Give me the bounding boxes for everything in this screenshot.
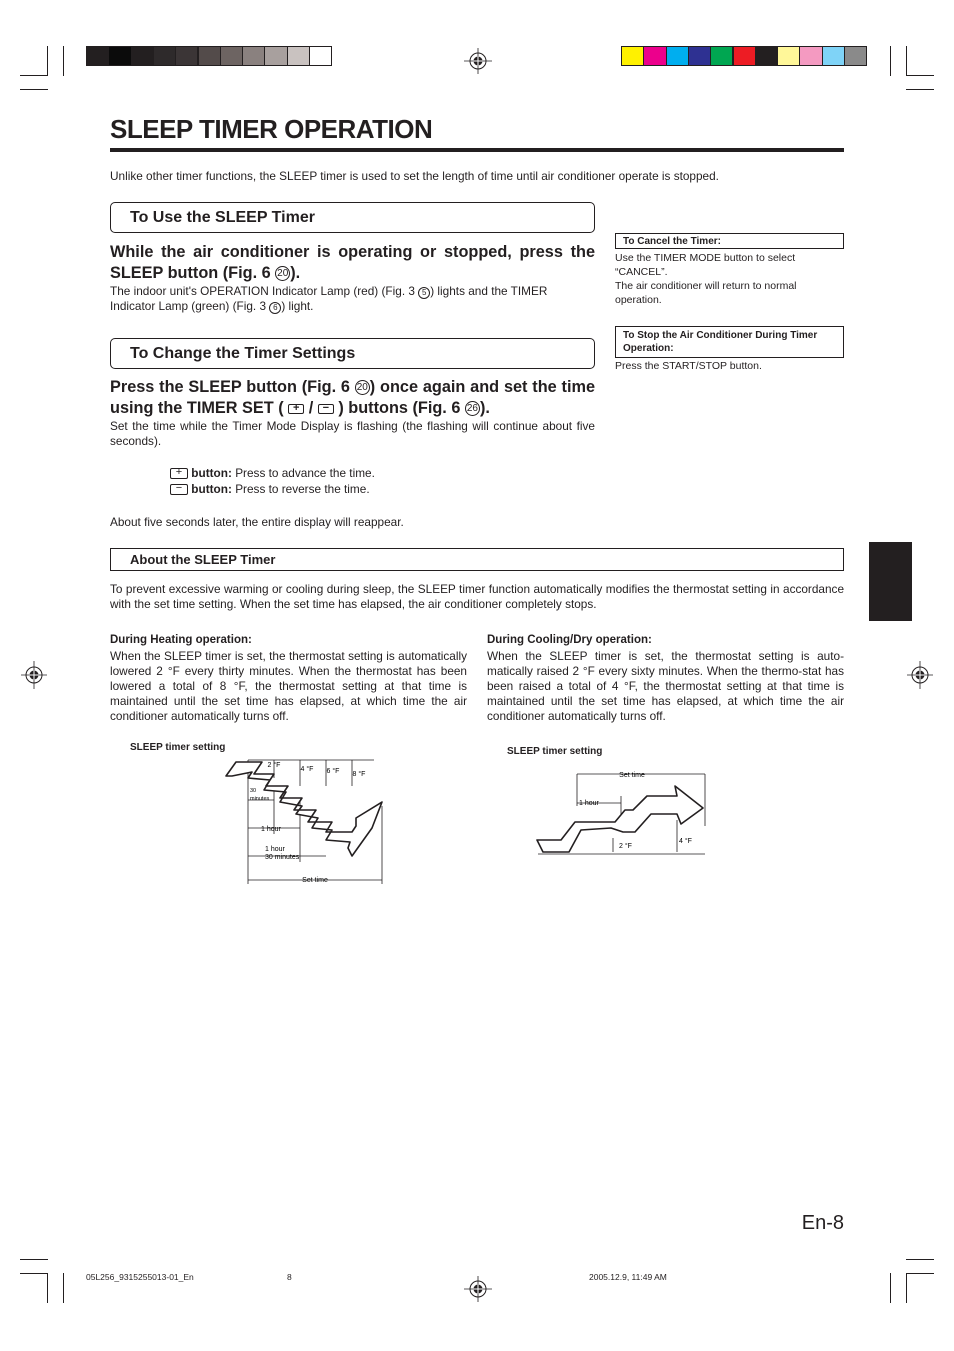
crop-mark	[906, 1273, 934, 1274]
page-title: SLEEP TIMER OPERATION	[110, 114, 433, 144]
crop-mark	[63, 1273, 64, 1303]
cooling-title: During Cooling/Dry operation:	[487, 634, 652, 646]
figure-ref-badge: 26	[466, 403, 478, 414]
minus-key-icon: −	[170, 484, 188, 495]
color-swatch	[710, 46, 733, 66]
color-swatch	[309, 46, 332, 66]
heating-step-1-label: 2 °F	[267, 762, 281, 769]
heating-one-hour-label: 1 hour	[261, 826, 281, 833]
color-swatch	[733, 46, 756, 66]
crop-mark	[906, 89, 934, 90]
registration-mark-icon	[464, 48, 492, 74]
color-swatch	[153, 46, 176, 66]
change-instruction: Press the SLEEP button (Fig. 6 20 ) once again and set the time using the TIMER SET ( + / − ) buttons (Fig. 6 26 ).	[110, 378, 595, 417]
color-swatch	[643, 46, 666, 66]
stop-during-timer-title: To Stop the Air Conditioner During Timer Operation:	[615, 326, 844, 358]
crop-mark	[906, 75, 934, 76]
plus-key-icon: +	[170, 468, 188, 479]
minus-key-icon: −	[318, 404, 334, 414]
heating-step-3-label: 6 °F	[326, 768, 340, 775]
minus-button-note: − button: Press to reverse the time.	[170, 482, 570, 497]
heating-title: During Heating operation:	[110, 634, 252, 646]
crop-mark	[20, 1259, 48, 1260]
cooling-set-time-label: Set time	[619, 772, 645, 779]
cooling-step-2-label: 4 °F	[679, 838, 692, 845]
color-swatch	[755, 46, 778, 66]
reappear-note: About five seconds later, the entire display will reappear.	[110, 515, 404, 529]
cancel-timer-title: To Cancel the Timer:	[615, 233, 844, 249]
color-swatch	[777, 46, 800, 66]
color-swatch	[198, 46, 221, 66]
color-swatch	[822, 46, 845, 66]
cooling-step-1-label: 2 °F	[619, 843, 632, 850]
use-detail: The indoor unit's OPERATION Indicator Lamp (red) (Fig. 3 5 ) lights and the TIMER Indicator Lamp (green) (Fig. 3 6 ) light.	[110, 284, 548, 313]
crop-mark	[20, 1273, 48, 1274]
color-swatch	[242, 46, 265, 66]
color-swatch	[86, 46, 109, 66]
color-swatch	[621, 46, 644, 66]
figure-ref-badge: 6	[269, 302, 281, 314]
color-swatch	[844, 46, 867, 66]
crop-mark	[63, 46, 64, 76]
color-swatch	[264, 46, 287, 66]
heating-interval-label: 30	[250, 788, 257, 794]
crop-mark	[906, 1273, 907, 1303]
heating-diagram-label: SLEEP timer setting	[130, 742, 226, 753]
section-heading-change-timer: To Change the Timer Settings	[110, 338, 595, 369]
heating-text: When the SLEEP timer is set, the thermostat setting is automatically lowered 2 °F every thirty minutes. When the thermostat has been lowered a total of 8 °F, the thermostat setting at that time is maintained until the set time has elapsed, at which time the air conditioner automatically turns off.	[110, 649, 467, 723]
heating-one-hour-30-unit: 30 minutes	[265, 854, 300, 861]
stop-during-timer-text: Press the START/STOP button.	[615, 360, 762, 372]
crop-mark	[47, 46, 48, 76]
crop-mark	[906, 1259, 934, 1260]
heating-step-2-label: 4 °F	[300, 766, 314, 773]
heating-set-time-label: Set time	[302, 877, 328, 884]
crop-mark	[890, 1273, 891, 1303]
color-swatch	[287, 46, 310, 66]
color-swatch	[666, 46, 689, 66]
intro-text: Unlike other timer functions, the SLEEP timer is used to set the length of time until air conditioner operate is stopped.	[110, 169, 719, 183]
figure-ref-badge: 20	[356, 382, 368, 393]
crop-mark	[20, 75, 48, 76]
about-sleep-timer-text: To prevent excessive warming or cooling during sleep, the SLEEP timer function automatically modifies the thermostat setting in accordance with the set time setting. When the set time has elapsed, the air conditioner completely stops.	[110, 582, 844, 611]
section-heading-use-sleep-timer: To Use the SLEEP Timer	[110, 202, 595, 233]
registration-mark-icon	[464, 1276, 492, 1302]
color-swatch	[688, 46, 711, 66]
about-sleep-timer-heading: About the SLEEP Timer	[110, 548, 844, 571]
color-swatch	[131, 46, 154, 66]
cancel-timer-text: Use the TIMER MODE button to select “CANCEL”. The air conditioner will return to normal operation.	[615, 252, 797, 306]
color-swatch	[799, 46, 822, 66]
use-instruction: While the air conditioner is operating or stopped, press the SLEEP button (Fig. 6 20 ).	[110, 243, 595, 282]
footer-page: 8	[287, 1272, 292, 1282]
color-swatch	[108, 46, 131, 66]
heating-interval-unit: minutes	[250, 796, 270, 802]
heating-one-hour-30-label: 1 hour	[265, 846, 285, 853]
plus-key-icon: +	[288, 404, 304, 414]
color-swatch	[220, 46, 243, 66]
footer-timestamp: 2005.12.9, 11:49 AM	[589, 1272, 667, 1282]
crop-mark	[20, 89, 48, 90]
footer-filename: 05L256_9315255013-01_En	[86, 1272, 194, 1282]
title-rule	[110, 148, 844, 152]
figure-ref-badge: 20	[277, 268, 289, 279]
registration-mark-icon	[907, 661, 933, 689]
cooling-diagram-label: SLEEP timer setting	[507, 746, 603, 757]
page-number: En-8	[801, 1212, 844, 1234]
heating-step-4-label: 8 °F	[352, 771, 366, 778]
change-detail: Set the time while the Timer Mode Display is flashing (the flashing will continue about five seconds).	[110, 419, 595, 448]
figure-ref-badge: 5	[418, 287, 430, 299]
heating-sleep-timer-diagram	[222, 756, 392, 886]
section-tab	[869, 542, 912, 621]
crop-mark	[906, 46, 907, 76]
crop-mark	[47, 1273, 48, 1303]
cooling-one-hour-label: 1 hour	[579, 800, 599, 807]
registration-mark-icon	[21, 661, 47, 689]
cooling-text: When the SLEEP timer is set, the thermostat setting is auto-matically raised 2 °F every sixty minutes. When the thermo-stat has been raised a total of 4 °F, the thermostat setting at that time is maintained until the set time has elapsed, at which time the air conditioner automatically turns off.	[487, 649, 844, 723]
color-swatch	[175, 46, 198, 66]
cooling-sleep-timer-diagram	[533, 766, 709, 858]
plus-button-note: + button: Press to advance the time.	[170, 466, 570, 481]
crop-mark	[890, 46, 891, 76]
